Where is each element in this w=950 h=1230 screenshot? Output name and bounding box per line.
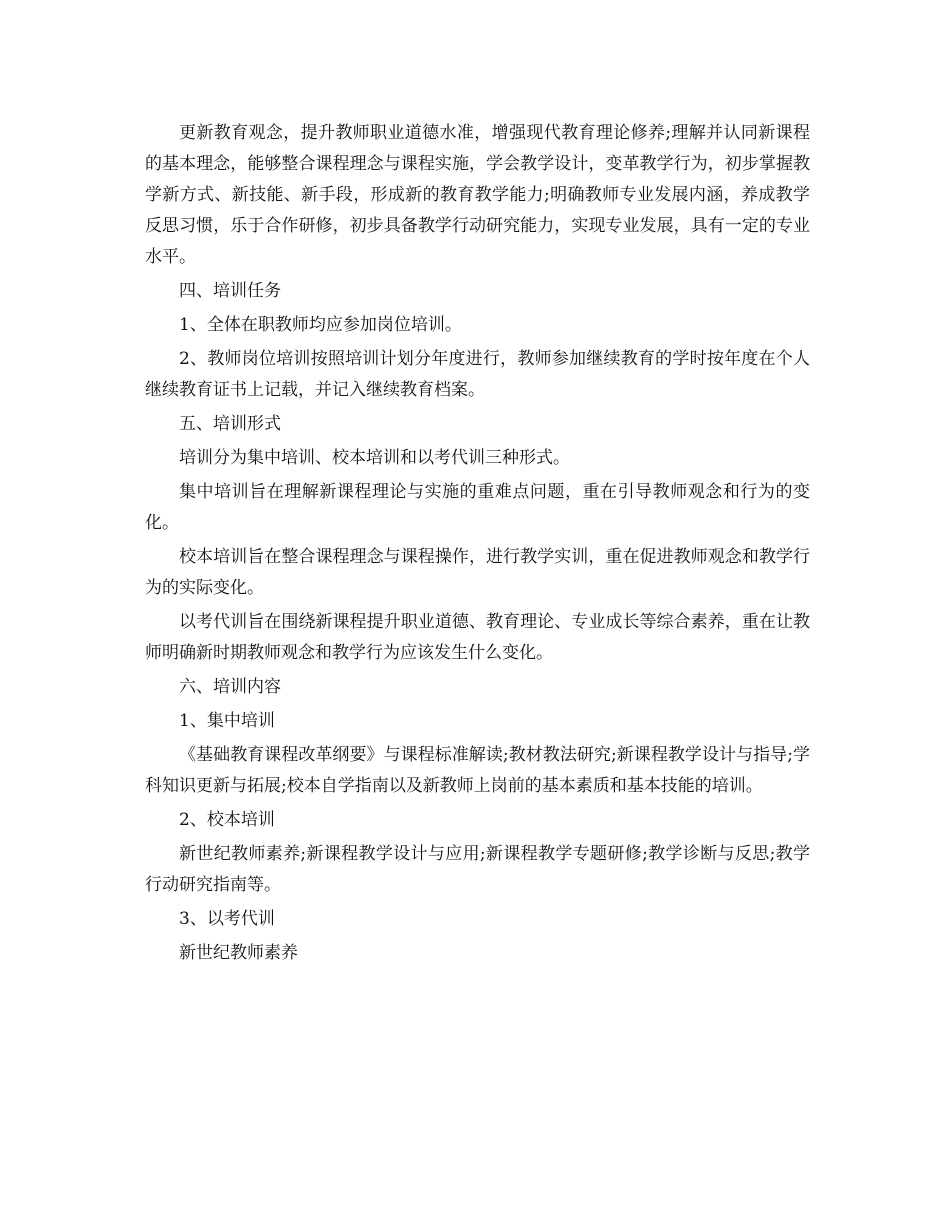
subheading-centralized-training: 1、集中培训: [179, 711, 275, 731]
paragraph-forms-intro: 培训分为集中培训、校本培训和以考代训三种形式。: [179, 448, 570, 468]
heading-training-forms: 五、培训形式: [179, 414, 281, 434]
paragraph-centralized-content: 《基础教育课程改革纲要》与课程标准解读;教材教法研究;新课程教学设计与指导;学科知识更新与拓展;校本自学指南以及新教师上岗前的基本素质和基本技能的培训。: [145, 745, 810, 796]
subheading-exam-based-training: 3、以考代训: [179, 909, 275, 929]
paragraph-centralized-purpose: 集中培训旨在理解新课程理论与实施的重难点问题，重在引导教师观念和行为的变化。: [145, 482, 810, 533]
paragraph-task-1: 1、全体在职教师均应参加岗位培训。: [179, 315, 462, 335]
paragraph-school-based-content: 新世纪教师素养;新课程教学设计与应用;新课程教学专题研修;教学诊断与反思;教学行动研究指南等。: [145, 844, 810, 895]
paragraph-exam-based-content: 新世纪教师素养: [179, 943, 298, 963]
subheading-school-based-training: 2、校本培训: [179, 810, 275, 830]
document-body: [145, 118, 810, 972]
paragraph-exam-based-purpose: 以考代训旨在围绕新课程提升职业道德、教育理论、专业成长等综合素养，重在让教师明确新时期教师观念和教学行为应该发生什么变化。: [145, 612, 810, 663]
paragraph-task-2: 2、教师岗位培训按照培训计划分年度进行，教师参加继续教育的学时按年度在个人继续教育证书上记载，并记入继续教育档案。: [145, 349, 810, 400]
paragraph-school-based-purpose: 校本培训旨在整合课程理念与课程操作，进行教学实训，重在促进教师观念和教学行为的实际变化。: [145, 547, 810, 598]
paragraph-goals: 更新教育观念，提升教师职业道德水准，增强现代教育理论修养;理解并认同新课程的基本理念，能够整合课程理念与课程实施，学会教学设计，变革教学行为，初步掌握教学新方式、新技能、新手段，形成新的教育教学能力;明确教师专业发展内涵，养成教学反思习惯，乐于合作研修，初步具备教学行动研究能力，实现专业发展，具有一定的专业水平。: [145, 123, 810, 267]
heading-training-content: 六、培训内容: [179, 677, 281, 697]
heading-training-tasks: 四、培训任务: [179, 281, 281, 301]
